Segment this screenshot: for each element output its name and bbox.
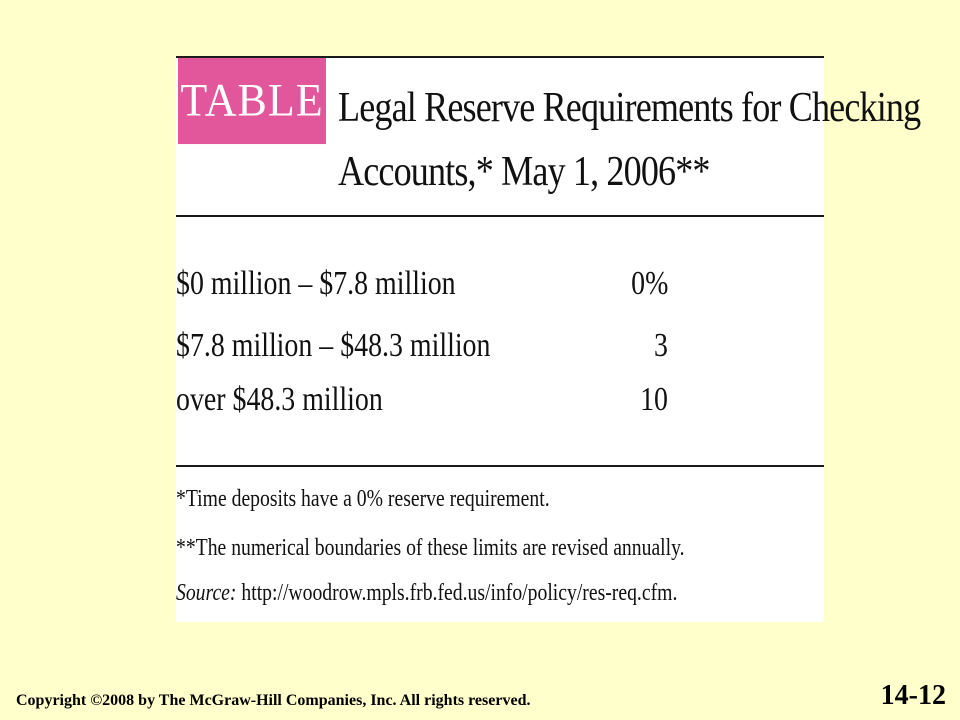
source-note (176, 576, 677, 610)
footnote-boundaries: **The numerical boundaries of these limits are revised annually. (176, 535, 685, 561)
copyright-notice: Copyright ©2008 by The McGraw-Hill Companies, Inc. All rights reserved. (16, 692, 531, 709)
table-title-line2: Accounts,* May 1, 2006** (338, 149, 710, 195)
table-badge: TABLE 1 (178, 58, 326, 144)
title-divider (176, 215, 824, 217)
table-title-line1: Legal Reserve Requirements for Checking (338, 85, 921, 131)
footnote-time-deposits: *Time deposits have a 0% reserve requirement. (176, 486, 550, 512)
table-row (176, 374, 824, 426)
table-title (338, 76, 921, 204)
table-row (176, 320, 824, 372)
source-label: Source: (176, 580, 237, 606)
deposit-range: over $48.3 million (176, 381, 383, 418)
reserve-requirement: 0% (630, 265, 668, 302)
slide-number: 14-12 (880, 680, 946, 711)
reserve-requirement: 3 (654, 327, 668, 364)
table-row (176, 258, 824, 310)
deposit-range: $7.8 million – $48.3 million (176, 327, 491, 364)
reserve-table-card (176, 56, 921, 622)
reserve-requirement: 10 (640, 381, 668, 418)
deposit-range: $0 million – $7.8 million (176, 265, 456, 302)
source-url: http://woodrow.mpls.frb.fed.us/info/policy/res-req.cfm. (241, 580, 678, 606)
notes-divider (176, 465, 824, 467)
